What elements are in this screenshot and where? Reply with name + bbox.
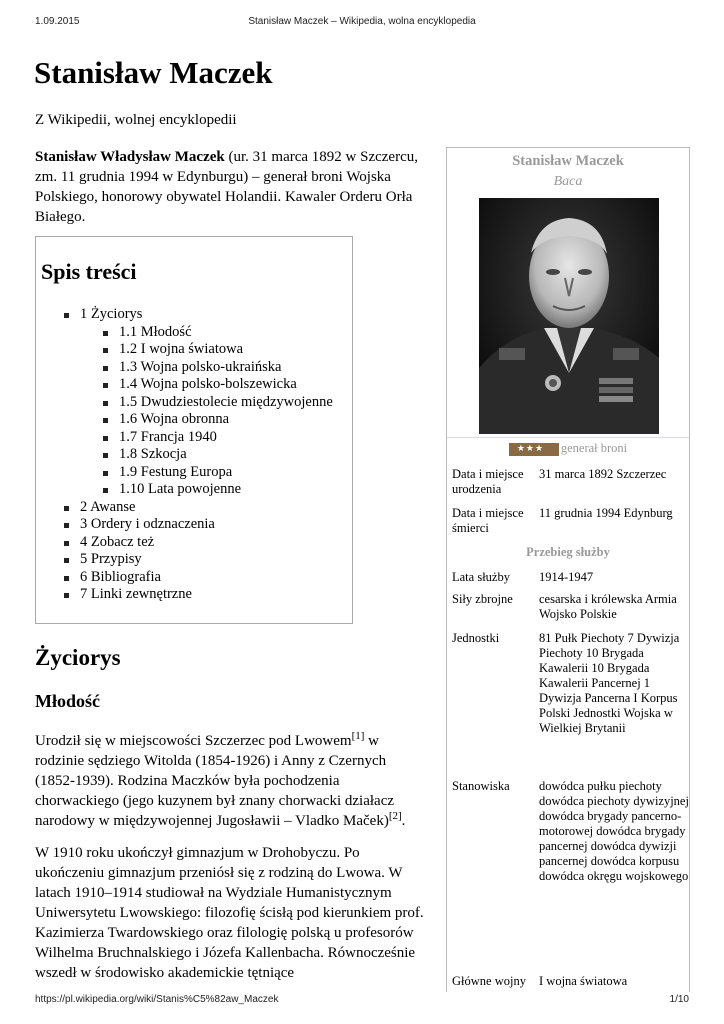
infobox-key: Główne wojny — [452, 974, 526, 988]
toc-heading: Spis treści — [41, 259, 137, 284]
paragraph: Urodził się w miejscowości Szczerzec pod Lwowem[1] w rodzinie sędziego Witolda (1854-1926) i Anny z Czernych (1852-1939). Rodzina Maczków była pochodzenia chorwackiego (jego kuzynem był znany chorwacki działacz narodowy w międzywojennej Jugosławii – Vladko Maček)[2]. — [35, 730, 406, 829]
subsection-heading: Młodość — [35, 691, 100, 711]
toc-subitem[interactable]: 1.3 Wojna polsko-ukraińska — [119, 359, 333, 377]
toc-item[interactable]: 2 Awanse — [80, 499, 333, 517]
article-title: Stanisław Maczek — [34, 55, 273, 90]
infobox-value[interactable]: 11 grudnia 1994 Edynburg — [539, 506, 673, 520]
toc-subitem[interactable]: 1.2 I wojna światowa — [119, 341, 333, 359]
infobox-value[interactable]: I wojna światowa — [539, 974, 628, 988]
infobox — [446, 147, 690, 992]
infobox-value[interactable]: 31 marca 1892 Szczerzec — [539, 467, 667, 481]
article-subtitle: Z Wikipedii, wolnej encyklopedii — [35, 112, 237, 128]
rank-label[interactable]: generał broni — [560, 441, 628, 455]
infobox-key: Data i miejsce urodzenia — [452, 467, 524, 496]
print-page-number: 1/10 — [669, 994, 689, 1005]
toc-item[interactable]: 3 Ordery i odznaczenia — [80, 516, 333, 534]
toc-list — [80, 306, 333, 604]
infobox-key: Stanowiska — [452, 779, 510, 793]
print-page-title: Stanisław Maczek – Wikipedia, wolna encyklopedia — [248, 16, 476, 27]
paragraph: W 1910 roku ukończył gimnazjum w Drohobyczu. Po ukończeniu gimnazjum przeniósł się z rodziną do Lwowa. W latach 1910–1914 studiował na Wydziale Humanistycznym Uniwersytetu Lwowskiego: filozofię ścisłą pod kierunkiem prof. Kazimierza Twardowskiego oraz filologię polską u profesorów Wilhelma Bruchnalskiego i Józefa Kallenbacha. Równocześnie wszedł w środowisko akademickie tętniące — [35, 845, 424, 981]
infobox-nickname: Baca — [553, 174, 583, 189]
infobox-value[interactable]: dowódca pułku piechoty dowódca piechoty dywizyjnej dowódca brygady pancerno-motorowej dowódca brygady pancernej dowódca dywizji pancernej dowódca korpusu dowódca okręgu wojskowego — [539, 779, 689, 883]
print-date: 1.09.2015 — [35, 16, 80, 27]
section-heading: Życiorys — [35, 645, 121, 670]
infobox-divider — [447, 437, 689, 438]
print-url: https://pl.wikipedia.org/wiki/Stanis%C5%82aw_Maczek — [35, 994, 279, 1005]
toc-item[interactable]: 5 Przypisy — [80, 551, 333, 569]
toc-subitem[interactable]: 1.1 Młodość — [119, 324, 333, 342]
infobox-key: Lata służby — [452, 570, 510, 584]
toc-item[interactable]: 6 Bibliografia — [80, 569, 333, 587]
infobox-key: Siły zbrojne — [452, 592, 513, 606]
intro-paragraph — [35, 147, 425, 227]
portrait-photo[interactable] — [479, 198, 659, 434]
toc-subitem[interactable]: 1.9 Festung Europa — [119, 464, 333, 482]
toc-subitem[interactable]: 1.7 Francja 1940 — [119, 429, 333, 447]
reference-link[interactable]: [1] — [351, 730, 365, 742]
reference-link[interactable]: [2] — [388, 810, 402, 822]
infobox-name: Stanisław Maczek — [512, 153, 624, 169]
toc-item[interactable]: 7 Linki zewnętrzne — [80, 586, 333, 604]
infobox-value[interactable]: 81 Pułk Piechoty 7 Dywizja Piechoty 10 Brygada Kawalerii 10 Brygada Kawalerii Pancernej 1 Dywizja Pancerna I Korpus Polski Jednostki Wojska w Wielkiej Brytanii — [539, 631, 680, 735]
toc-subitem[interactable]: 1.8 Szkocja — [119, 446, 333, 464]
infobox-key: Data i miejsce śmierci — [452, 506, 524, 535]
infobox-section-header: Przebieg służby — [526, 545, 610, 559]
infobox-value: 1914-1947 — [539, 570, 594, 584]
toc-item[interactable]: 1 Życiorys 1.1 Młodość 1.2 I wojna światowa 1.3 Wojna polsko-ukraińska 1.4 Wojna polsko-bolszewicka 1.5 Dwudziestolecie międzywojenne 1.6 Wojna obronna 1.7 Francja 1940 1.8 Szkocja 1.9 Festung Europa 1.10 Lata powojenne — [80, 306, 333, 497]
toc-subitem[interactable]: 1.6 Wojna obronna — [119, 411, 333, 429]
toc-subitem[interactable]: 1.5 Dwudziestolecie międzywojenne — [119, 393, 333, 410]
rank-insignia-icon: ★★★ — [509, 443, 559, 456]
infobox-rank — [447, 441, 689, 456]
infobox-value[interactable]: cesarska i królewska Armia Wojsko Polskie — [539, 592, 677, 621]
toc-subitem[interactable]: 1.10 Lata powojenne — [119, 481, 333, 499]
intro-bold-name: Stanisław Władysław Maczek — [35, 149, 225, 165]
toc-subitem[interactable]: 1.4 Wojna polsko-bolszewicka — [119, 376, 333, 394]
toc-item[interactable]: 4 Zobacz też — [80, 534, 333, 552]
table-of-contents — [35, 236, 353, 624]
intro-text: (ur. 31 marca 1892 w Szczercu, zm. 11 grudnia 1994 w Edynburgu) – generał broni Wojska Polskiego, honorowy obywatel Holandii. Kawaler Orderu Orła Białego. — [35, 149, 418, 225]
toc-sublist — [80, 324, 333, 499]
infobox-key: Jednostki — [452, 631, 500, 645]
